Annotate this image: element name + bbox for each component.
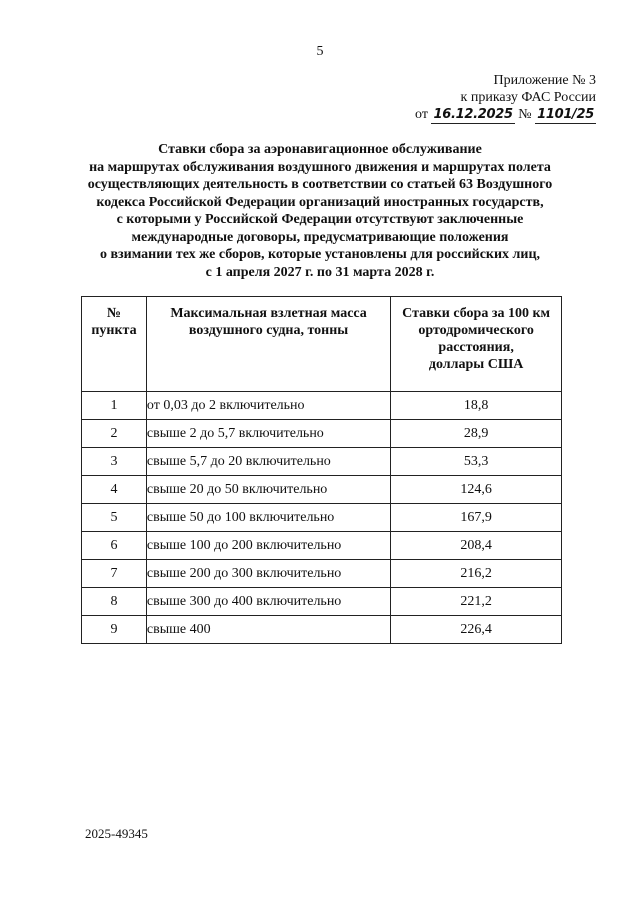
document-id: 2025-49345: [85, 826, 148, 841]
header-num: [82, 297, 147, 392]
appendix-block: [415, 72, 596, 124]
cell-mass: свыше 50 до 100 включительно: [146, 504, 390, 532]
table-row: [82, 616, 562, 644]
cell-mass: свыше 200 до 300 включительно: [146, 560, 390, 588]
cell-rate: 124,6: [391, 476, 562, 504]
header-rate-line: доллары США: [428, 357, 524, 372]
table-row: [82, 532, 562, 560]
cell-mass: свыше 400: [146, 616, 390, 644]
table-header-row: [82, 297, 562, 392]
title-line: международные договоры, предусматривающие положения: [131, 229, 509, 245]
cell-rate: 221,2: [391, 588, 562, 616]
title-line: с которыми у Российской Федерации отсутствуют заключенные: [116, 212, 524, 227]
cell-num: 5: [82, 504, 147, 532]
header-num-line: №: [106, 306, 121, 321]
title-line: на маршрутах обслуживания воздушного движения и маршрутах полета: [89, 159, 551, 175]
cell-rate: 208,4: [391, 532, 562, 560]
cell-rate: 53,3: [391, 448, 562, 476]
header-mass-line: Максимальная взлетная масса: [170, 306, 367, 321]
appendix-from-label: от: [415, 107, 428, 122]
cell-num: 3: [82, 448, 147, 476]
cell-rate: 226,4: [391, 616, 562, 644]
cell-num: 4: [82, 476, 147, 504]
title-line: кодекса Российской Федерации организаций иностранных государств,: [96, 194, 544, 210]
header-rate-line: ортодромического: [418, 323, 534, 338]
table-row: [82, 448, 562, 476]
appendix-date: 16.12.2025: [433, 107, 513, 122]
cell-num: 9: [82, 616, 147, 644]
cell-mass: свыше 2 до 5,7 включительно: [146, 420, 390, 448]
title-line: с 1 апреля 2027 г. по 31 марта 2028 г.: [205, 264, 435, 280]
page-number: 5: [316, 44, 324, 59]
title-line: Ставки сбора за аэронавигационное обслуживание: [158, 142, 482, 157]
cell-mass: от 0,03 до 2 включительно: [146, 392, 390, 420]
header-rate-line: Ставки сбора за 100 км: [402, 306, 551, 321]
cell-rate: 216,2: [391, 560, 562, 588]
cell-num: 7: [82, 560, 147, 588]
document-title: [80, 141, 560, 281]
cell-rate: 28,9: [391, 420, 562, 448]
header-rate: [391, 297, 562, 392]
table-row: [82, 476, 562, 504]
table-row: [82, 392, 562, 420]
cell-rate: 18,8: [391, 392, 562, 420]
header-num-line: пункта: [91, 323, 137, 338]
header-mass: [146, 297, 390, 392]
header-mass-line: воздушного судна, тонны: [188, 323, 349, 338]
cell-num: 6: [82, 532, 147, 560]
title-line: осуществляющих деятельность в соответствии со статьей 63 Воздушного: [87, 177, 553, 192]
appendix-number: 1101/25: [537, 107, 594, 122]
table-row: [82, 420, 562, 448]
rates-table: [81, 296, 562, 644]
table-row: [82, 560, 562, 588]
cell-mass: свыше 100 до 200 включительно: [146, 532, 390, 560]
header-rate-line: расстояния,: [438, 340, 514, 355]
table-row: [82, 588, 562, 616]
appendix-number-label: №: [518, 107, 532, 122]
cell-rate: 167,9: [391, 504, 562, 532]
cell-num: 1: [82, 392, 147, 420]
cell-num: 8: [82, 588, 147, 616]
cell-mass: свыше 5,7 до 20 включительно: [146, 448, 390, 476]
cell-mass: свыше 20 до 50 включительно: [146, 476, 390, 504]
cell-mass: свыше 300 до 400 включительно: [146, 588, 390, 616]
table-row: [82, 504, 562, 532]
appendix-line3: [415, 106, 596, 124]
appendix-line1: Приложение № 3: [493, 73, 596, 88]
cell-num: 2: [82, 420, 147, 448]
title-line: о взимании тех же сборов, которые установлены для российских лиц,: [99, 247, 541, 262]
appendix-line2: к приказу ФАС России: [460, 90, 596, 105]
